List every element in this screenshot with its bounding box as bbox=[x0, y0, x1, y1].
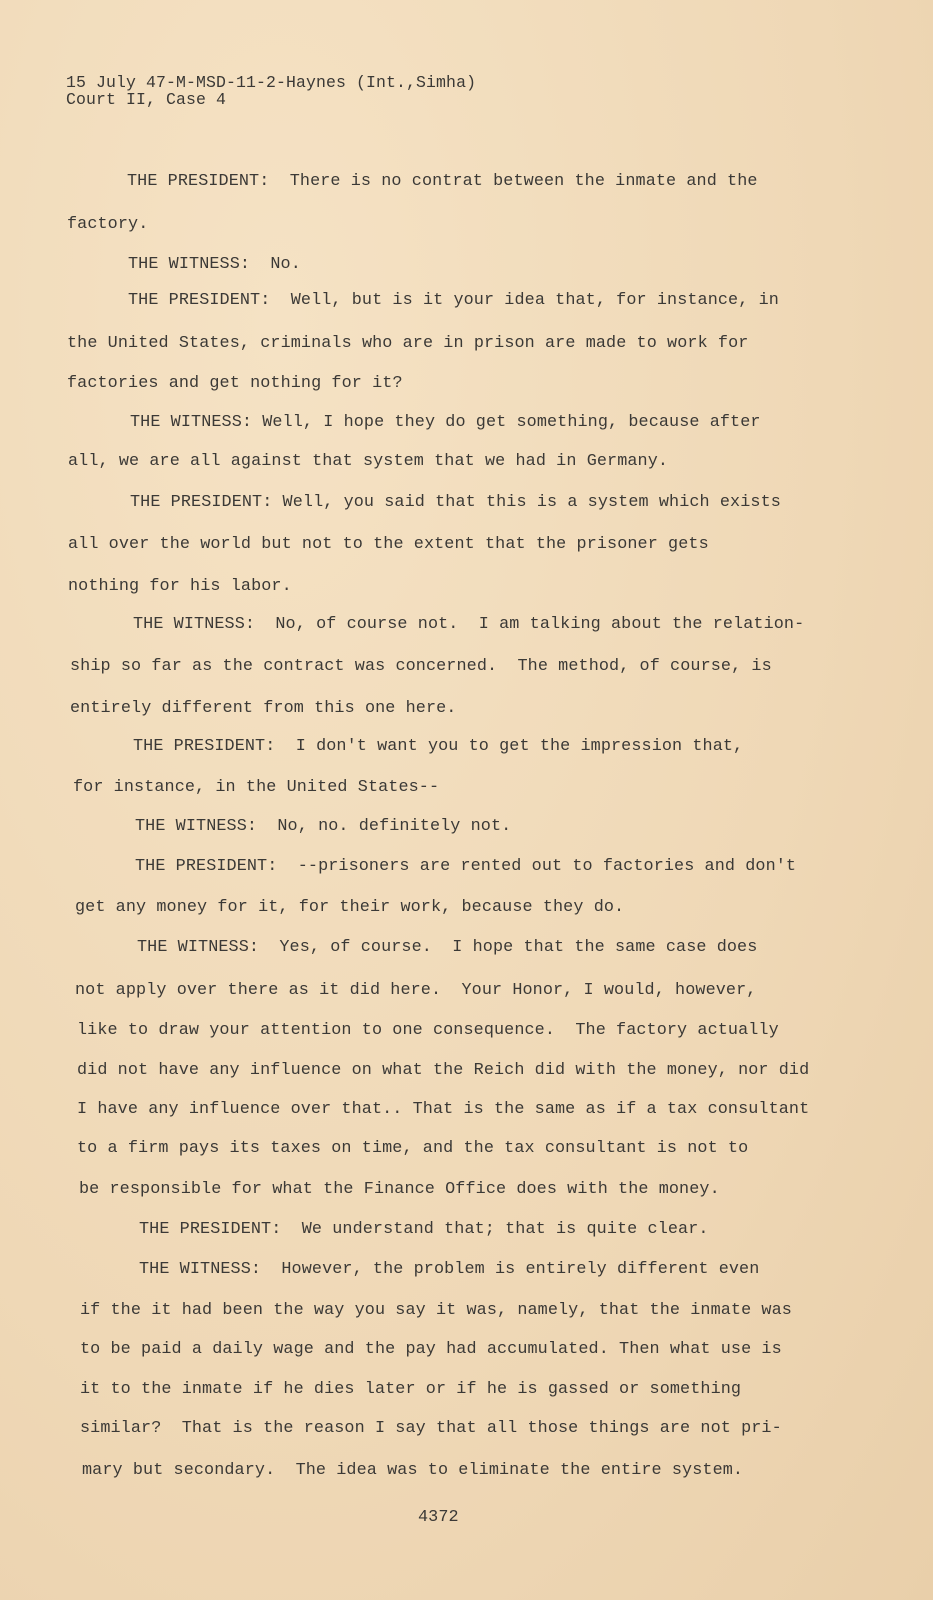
text-line: to be paid a daily wage and the pay had accumulated. Then what use is bbox=[80, 1340, 782, 1359]
text-line: entirely different from this one here. bbox=[70, 699, 457, 718]
text-line: to a firm pays its taxes on time, and the tax consultant is not to bbox=[77, 1139, 749, 1158]
text-line: THE WITNESS: Yes, of course. I hope that the same case does bbox=[137, 938, 758, 957]
text-line: like to draw your attention to one consequence. The factory actually bbox=[77, 1021, 779, 1040]
text-line: I have any influence over that.. That is the same as if a tax consultant bbox=[77, 1100, 810, 1119]
text-line: the United States, criminals who are in prison are made to work for bbox=[67, 334, 749, 353]
text-line: THE PRESIDENT: There is no contrat between the inmate and the bbox=[127, 172, 758, 191]
text-line: THE WITNESS: No, of course not. I am talking about the relation- bbox=[133, 615, 805, 634]
text-line: THE PRESIDENT: Well, but is it your idea that, for instance, in bbox=[128, 291, 779, 310]
text-line: if the it had been the way you say it was, namely, that the inmate was bbox=[80, 1301, 792, 1320]
text-line: THE WITNESS: However, the problem is entirely different even bbox=[139, 1260, 760, 1279]
text-line: THE WITNESS: No, no. definitely not. bbox=[135, 817, 512, 836]
text-line: it to the inmate if he dies later or if he is gassed or something bbox=[80, 1380, 742, 1399]
text-line: not apply over there as it did here. Your Honor, I would, however, bbox=[75, 981, 757, 1000]
text-line: nothing for his labor. bbox=[68, 577, 292, 596]
header-line-2: Court II, Case 4 bbox=[66, 90, 227, 109]
page-number: 4372 bbox=[418, 1508, 459, 1527]
text-line: THE PRESIDENT: --prisoners are rented out to factories and don't bbox=[135, 857, 797, 876]
text-line: did not have any influence on what the Reich did with the money, nor did bbox=[77, 1061, 810, 1080]
text-line: THE WITNESS: Well, I hope they do get something, because after bbox=[130, 413, 761, 432]
text-line: mary but secondary. The idea was to eliminate the entire system. bbox=[82, 1461, 744, 1480]
text-line: all over the world but not to the extent that the prisoner gets bbox=[68, 535, 709, 554]
text-line: ship so far as the contract was concerned. The method, of course, is bbox=[70, 657, 772, 676]
text-line: similar? That is the reason I say that all those things are not pri- bbox=[80, 1419, 782, 1438]
text-line: all, we are all against that system that we had in Germany. bbox=[68, 452, 669, 471]
text-line: for instance, in the United States-- bbox=[73, 778, 440, 797]
text-line: THE PRESIDENT: Well, you said that this is a system which exists bbox=[130, 493, 781, 512]
text-line: THE PRESIDENT: We understand that; that is quite clear. bbox=[139, 1220, 709, 1239]
header-line-1: 15 July 47-M-MSD-11-2-Haynes (Int.,Simha) bbox=[66, 73, 477, 92]
text-line: get any money for it, for their work, because they do. bbox=[75, 898, 625, 917]
text-line: factory. bbox=[67, 215, 149, 234]
text-line: THE PRESIDENT: I don't want you to get the impression that, bbox=[133, 737, 744, 756]
text-line: THE WITNESS: No. bbox=[128, 255, 301, 274]
text-line: be responsible for what the Finance Office does with the money. bbox=[79, 1180, 720, 1199]
text-line: factories and get nothing for it? bbox=[67, 374, 403, 393]
